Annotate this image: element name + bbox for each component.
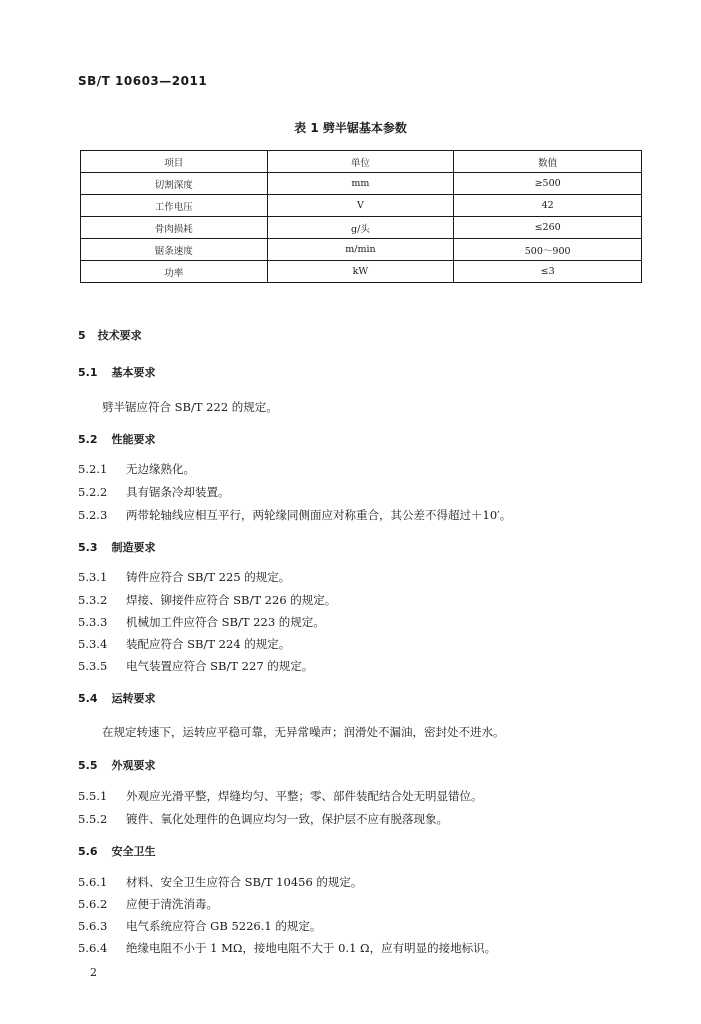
clause: [78, 569, 290, 585]
section-title: 运转要求: [111, 692, 156, 705]
clause-text: 装配应符合 SB/T 224 的规定。: [126, 637, 291, 651]
table-row: [81, 239, 642, 261]
table-cell: ≤3: [454, 261, 642, 283]
clause-number: 5.5.1: [78, 789, 108, 803]
clause-number: 5.2.1: [78, 462, 108, 476]
table-cell: 42: [454, 195, 642, 217]
clause-number: 5.5.2: [78, 812, 108, 826]
table-cell: mm: [267, 173, 454, 195]
clause-text: 电气装置应符合 SB/T 227 的规定。: [126, 659, 314, 673]
section-number: 5.5: [78, 759, 98, 772]
subsection-heading: [78, 539, 156, 555]
clause: [78, 484, 230, 500]
clause-number: 5.6.1: [78, 875, 108, 889]
clause: [78, 874, 362, 890]
table-cell: ≤260: [454, 217, 642, 239]
section-number: 5.6: [78, 845, 98, 858]
table-cell: 骨肉损耗: [81, 217, 268, 239]
table-cell: kW: [267, 261, 454, 283]
clause-number: 5.3.3: [78, 615, 108, 629]
subsection-heading: [78, 690, 156, 706]
clause: [78, 636, 290, 652]
clause: [78, 940, 496, 956]
clause-number: 5.3.2: [78, 593, 108, 607]
parameters-table: [80, 150, 642, 283]
section-title: 制造要求: [111, 541, 156, 554]
table-row: [81, 217, 642, 239]
clause: [78, 811, 448, 827]
column-header: 单位: [267, 151, 454, 173]
clause: [78, 896, 218, 912]
table-cell: g/头: [267, 217, 454, 239]
clause-text: 外观应光滑平整，焊缝均匀、平整；零、部件装配结合处无明显错位。: [126, 789, 483, 803]
clause: [78, 614, 325, 630]
table-cell: 工作电压: [81, 195, 268, 217]
table-cell: 功率: [81, 261, 268, 283]
clause-text: 机械加工件应符合 SB/T 223 的规定。: [126, 615, 325, 629]
subsection-heading: [78, 757, 156, 773]
clause-text: 绝缘电阻不小于 1 MΩ，接地电阻不大于 0.1 Ω，应有明显的接地标识。: [126, 941, 497, 955]
clause-text: 材料、安全卫生应符合 SB/T 10456 的规定。: [126, 875, 363, 889]
clause-number: 5.3.4: [78, 637, 108, 651]
table-cell: 切割深度: [81, 173, 268, 195]
table-cell: V: [267, 195, 454, 217]
section-title: 基本要求: [111, 366, 156, 379]
subsection-heading: [78, 843, 156, 859]
clause-text: 两带轮轴线应相互平行，两轮缘同侧面应对称重合，其公差不得超过＋10′。: [126, 508, 512, 522]
clause: [78, 658, 313, 674]
section-title: 技术要求: [97, 329, 142, 342]
clause-number: 5.6.4: [78, 941, 108, 955]
clause: [78, 507, 511, 523]
clause-number: 5.6.2: [78, 897, 108, 911]
clause-text: 无边缘熟化。: [126, 462, 195, 476]
section-number: 5.2: [78, 433, 98, 446]
paragraph: 劈半锯应符合 SB/T 222 的规定。: [102, 400, 278, 414]
section-number: 5.4: [78, 692, 98, 705]
clause-number: 5.3.5: [78, 659, 108, 673]
section-title: 外观要求: [111, 759, 156, 772]
clause: [78, 918, 321, 934]
paragraph: 在规定转速下，运转应平稳可靠，无异常噪声；润滑处不漏油，密封处不进水。: [102, 725, 505, 739]
clause: [78, 461, 195, 477]
table-row: [81, 195, 642, 217]
section-title: 安全卫生: [111, 845, 156, 858]
clause-text: 焊接、铆接件应符合 SB/T 226 的规定。: [126, 593, 337, 607]
table-caption: 表 1 劈半锯基本参数: [294, 121, 407, 135]
clause-text: 电气系统应符合 GB 5226.1 的规定。: [126, 919, 322, 933]
table-cell: ≥500: [454, 173, 642, 195]
clause-text: 具有锯条冷却装置。: [126, 485, 230, 499]
section-number: 5: [78, 329, 86, 342]
table-cell: 500～900: [454, 239, 642, 261]
section-title: 性能要求: [111, 433, 156, 446]
subsection-heading: [78, 431, 156, 447]
table-row: [81, 261, 642, 283]
table-header-row: [81, 151, 642, 173]
column-header: 项目: [81, 151, 268, 173]
document-header: SB/T 10603—2011: [78, 74, 208, 88]
section-number: 5.1: [78, 366, 98, 379]
table-cell: m/min: [267, 239, 454, 261]
clause-text: 应便于清洗消毒。: [126, 897, 218, 911]
clause: [78, 592, 336, 608]
clause-number: 5.3.1: [78, 570, 108, 584]
section-number: 5.3: [78, 541, 98, 554]
table-cell: 锯条速度: [81, 239, 268, 261]
clause-number: 5.2.2: [78, 485, 108, 499]
table-row: [81, 173, 642, 195]
page-number: 2: [90, 966, 97, 979]
clause-number: 5.2.3: [78, 508, 108, 522]
clause-text: 镀件、氧化处理件的色调应均匀一致，保护层不应有脱落现象。: [126, 812, 448, 826]
section-heading: [78, 327, 142, 343]
clause-number: 5.6.3: [78, 919, 108, 933]
column-header: 数值: [454, 151, 642, 173]
clause-text: 铸件应符合 SB/T 225 的规定。: [126, 570, 291, 584]
clause: [78, 788, 483, 804]
subsection-heading: [78, 364, 156, 380]
